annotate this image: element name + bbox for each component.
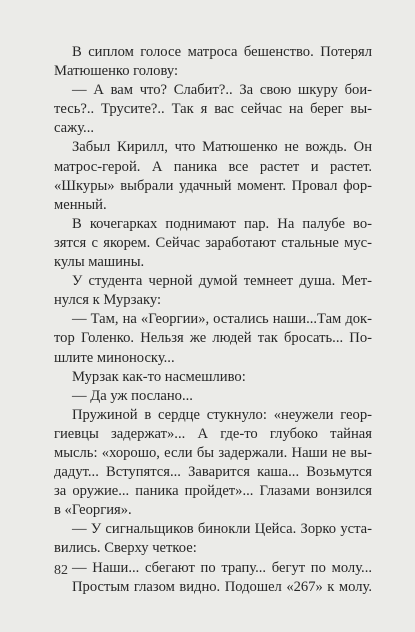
text-line: кулы машины. [54,254,145,271]
text-line: нулся к Мурзаку: [54,292,161,309]
text-line: «Шкуры» выбрали удачный момент. Провал фор- [54,177,372,194]
text-line: — Там, на «Георгии», остались наши...Там док- [72,311,372,328]
body-text [54,43,372,597]
text-line: Забыл Кирилл, что Матюшенко не вождь. Он [72,139,372,156]
text-line: за оружие... паника пройдет»... Глазами вонзился [54,483,372,500]
text-line: Пружиной в сердце стукнуло: «неужели геор- [72,406,372,423]
text-line: — Да уж послано... [72,387,193,404]
text-line: В сиплом голосе матроса бешенство. Потерял [72,44,372,60]
text-line: Матюшенко голову: [54,63,179,80]
text-line: гиевцы задержат»... А где-то глубоко тайная [54,425,372,442]
text-line: в «Георгия». [54,502,132,519]
text-line: сажу... [54,120,94,137]
text-line: Простым глазом видно. Подошел «267» к молу. [72,578,372,595]
text-line: — У сигнальщиков бинокли Цейса. Зорко уста- [72,521,372,538]
page-number: 82 [54,563,68,578]
text-line: тесь?.. Трусите?.. Так я вас сейчас на берег вы- [54,101,372,118]
text-line: тор Голенко. Нельзя же людей так бросать... По- [54,330,372,347]
text-line: — А вам что? Слабит?.. За свою шкуру бои- [72,82,372,99]
text-line: Мурзак как-то насмешливо: [72,368,246,385]
text-line: менный. [54,196,107,213]
text-line: — Наши... сбегают по трапу... бегут по молу... [72,559,372,576]
text-line: У студента черной думой темнеет душа. Мет- [72,273,372,290]
text-line: В кочегарках поднимают пар. На палубе во- [72,215,372,232]
text-line: матрос-герой. А паника все растет и растет. [54,158,372,175]
text-line: шлите миноноску... [54,349,175,366]
text-line: мысль: «хорошо, если бы задержали. Наши не вы- [54,444,372,461]
text-line: зятся с якорем. Сейчас заработают стальные мус- [54,234,372,251]
text-line: вились. Сверху четкое: [54,540,197,557]
text-line: дадут... Вступятся... Заварится каша... Возьмутся [54,464,372,481]
